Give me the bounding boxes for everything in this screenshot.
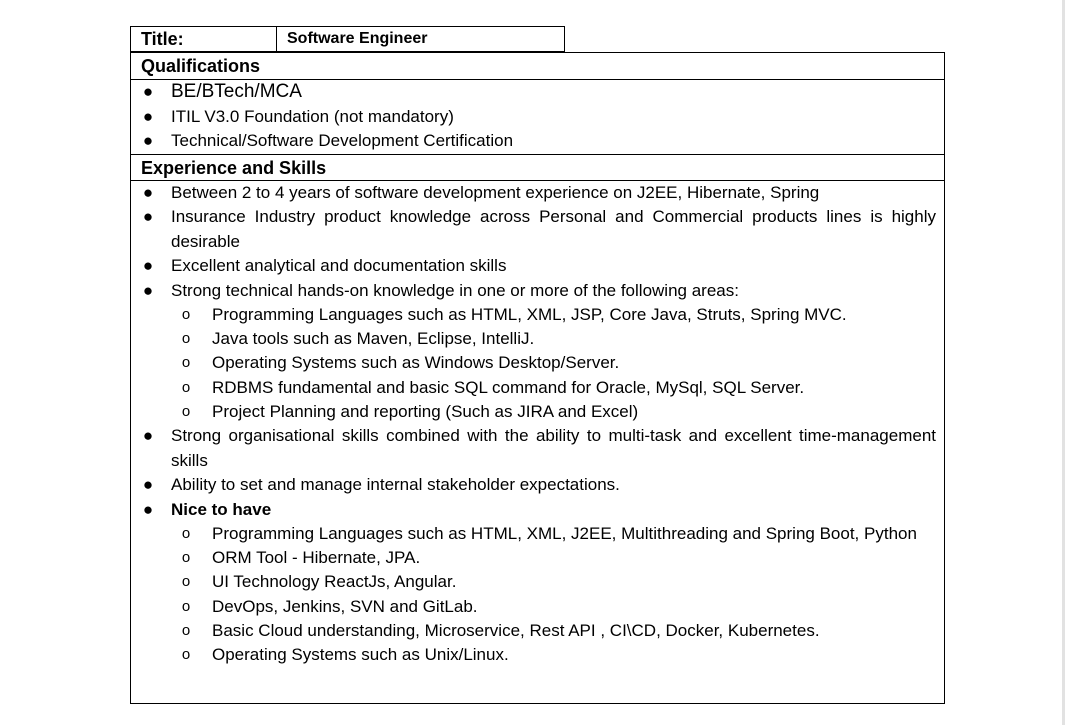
circle-bullet-icon: o — [181, 525, 191, 543]
technical-area-text: Project Planning and reporting (Such as JIRA and Excel) — [212, 401, 639, 421]
sub-list-item — [131, 303, 944, 327]
sub-list-item — [131, 546, 944, 570]
qualifications-heading: Qualifications — [131, 53, 944, 80]
title-label: Title: — [131, 27, 277, 51]
bullet-icon: ● — [142, 131, 154, 150]
nice-to-have-text: UI Technology ReactJs, Angular. — [212, 572, 457, 592]
experience-text: Ability to set and manage internal stakeholder expectations. — [171, 475, 620, 495]
qualification-text: ITIL V3.0 Foundation (not mandatory) — [171, 106, 454, 126]
nice-to-have-text: Programming Languages such as HTML, XML, J2EE, Multithreading and Spring Boot, Python — [212, 524, 917, 544]
sub-list-item — [131, 643, 944, 667]
bullet-icon: ● — [142, 106, 154, 126]
bullet-icon: ● — [142, 182, 154, 202]
qualification-text: Technical/Software Development Certification — [171, 131, 514, 150]
bullet-icon: ● — [142, 256, 154, 275]
sub-list-item — [131, 619, 944, 643]
technical-area-text: RDBMS fundamental and basic SQL command for Oracle, MySql, SQL Server. — [212, 377, 805, 397]
list-item — [131, 279, 944, 304]
circle-bullet-icon: o — [181, 402, 191, 420]
bullet-icon: ● — [142, 426, 154, 446]
list-item — [131, 424, 944, 473]
circle-bullet-icon: o — [181, 646, 191, 664]
sub-list-item — [131, 327, 944, 351]
experience-text: Excellent analytical and documentation skills — [171, 256, 507, 275]
title-value: Software Engineer — [287, 30, 428, 47]
bullet-icon: ● — [142, 499, 154, 519]
qualifications-list — [131, 80, 944, 154]
list-item — [131, 129, 944, 154]
sub-list-item — [131, 595, 944, 619]
circle-bullet-icon: o — [181, 330, 191, 348]
qualification-text: BE/BTech/MCA — [171, 81, 302, 102]
circle-bullet-icon: o — [181, 597, 191, 615]
list-item — [131, 498, 944, 523]
list-item — [131, 473, 944, 498]
sub-list-item — [131, 400, 944, 424]
technical-area-text: Operating Systems such as Windows Desktop/Server. — [212, 353, 620, 373]
experience-list — [131, 181, 944, 668]
list-item — [131, 254, 944, 279]
nice-to-have-text: ORM Tool - Hibernate, JPA. — [212, 548, 421, 568]
job-title-row — [130, 26, 565, 52]
experience-text: Strong technical hands-on knowledge in one or more of the following areas: — [171, 280, 739, 300]
nice-to-have-text: Operating Systems such as Unix/Linux. — [212, 645, 509, 665]
list-item — [131, 80, 944, 105]
sub-list-item — [131, 570, 944, 594]
list-item — [131, 205, 944, 254]
bullet-icon: ● — [142, 82, 154, 101]
circle-bullet-icon: o — [181, 549, 191, 567]
nice-to-have-label: Nice to have — [171, 499, 272, 519]
experience-text: Between 2 to 4 years of software development experience on J2EE, Hibernate, Spring — [171, 182, 820, 202]
nice-to-have-text: DevOps, Jenkins, SVN and GitLab. — [212, 596, 478, 616]
experience-text: Strong organisational skills combined with the ability to multi-task and excellent time-management skills — [171, 426, 936, 470]
technical-area-text: Java tools such as Maven, Eclipse, IntelliJ. — [212, 329, 535, 349]
circle-bullet-icon: o — [181, 306, 191, 323]
nice-to-have-text: Basic Cloud understanding, Microservice, Rest API , CI\CD, Docker, Kubernetes. — [212, 620, 820, 640]
circle-bullet-icon: o — [181, 378, 191, 396]
bullet-icon: ● — [142, 207, 154, 226]
sub-list-item — [131, 351, 944, 375]
sub-list-item — [131, 376, 944, 400]
experience-text: Insurance Industry product knowledge across Personal and Commercial products lines is highly desirable — [171, 207, 936, 251]
circle-bullet-icon: o — [181, 621, 191, 639]
technical-area-text: Programming Languages such as HTML, XML, JSP, Core Java, Struts, Spring MVC. — [212, 305, 847, 324]
experience-heading: Experience and Skills — [131, 154, 944, 181]
circle-bullet-icon: o — [181, 354, 191, 372]
sub-list-item — [131, 522, 944, 546]
bullet-icon: ● — [142, 475, 154, 495]
list-item — [131, 105, 944, 130]
circle-bullet-icon: o — [181, 573, 191, 591]
job-description-table — [130, 52, 945, 704]
bullet-icon: ● — [142, 280, 154, 300]
list-item — [131, 181, 944, 206]
